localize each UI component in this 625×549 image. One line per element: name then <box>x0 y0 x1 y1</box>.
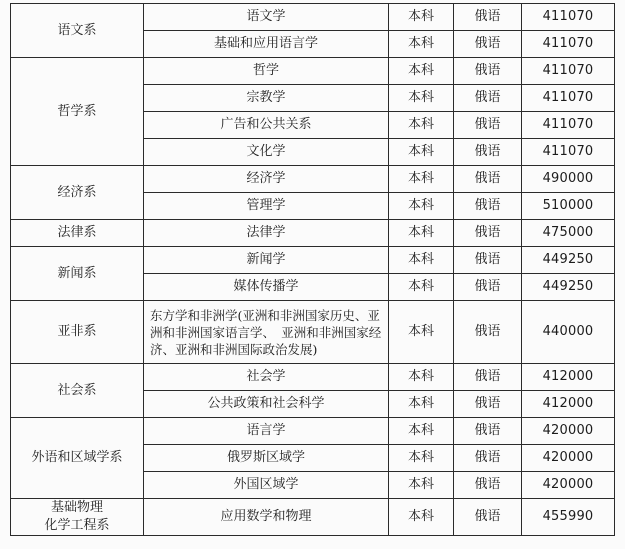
table-row <box>11 301 615 364</box>
table-row <box>11 4 615 31</box>
major-name-cell: 新闻学 <box>144 247 389 274</box>
degree-level-cell: 本科 <box>389 391 454 418</box>
tuition-cell: 420000 <box>522 445 615 472</box>
degree-level-cell: 本科 <box>389 4 454 31</box>
major-name-cell: 应用数学和物理 <box>144 499 389 536</box>
table-row <box>11 58 615 85</box>
degree-level-cell: 本科 <box>389 274 454 301</box>
department-cell: 基础物理 化学工程系 <box>11 499 144 536</box>
language-cell: 俄语 <box>454 139 522 166</box>
department-cell: 法律系 <box>11 220 144 247</box>
tuition-cell: 449250 <box>522 247 615 274</box>
language-cell: 俄语 <box>454 445 522 472</box>
major-name-cell: 经济学 <box>144 166 389 193</box>
language-cell: 俄语 <box>454 301 522 364</box>
tuition-cell: 411070 <box>522 139 615 166</box>
department-cell: 哲学系 <box>11 58 144 166</box>
top-cutoff-band <box>0 0 625 3</box>
major-name-cell: 宗教学 <box>144 85 389 112</box>
language-cell: 俄语 <box>454 499 522 536</box>
major-name-cell: 俄罗斯区域学 <box>144 445 389 472</box>
department-cell: 外语和区域学系 <box>11 418 144 499</box>
language-cell: 俄语 <box>454 193 522 220</box>
major-name-cell: 基础和应用语言学 <box>144 31 389 58</box>
tuition-cell: 411070 <box>522 31 615 58</box>
major-name-cell: 社会学 <box>144 364 389 391</box>
language-cell: 俄语 <box>454 364 522 391</box>
tuition-cell: 411070 <box>522 58 615 85</box>
tuition-cell: 440000 <box>522 301 615 364</box>
tuition-cell: 455990 <box>522 499 615 536</box>
department-cell: 新闻系 <box>11 247 144 301</box>
language-cell: 俄语 <box>454 166 522 193</box>
program-table-body <box>11 4 615 536</box>
degree-level-cell: 本科 <box>389 58 454 85</box>
department-cell: 社会系 <box>11 364 144 418</box>
language-cell: 俄语 <box>454 31 522 58</box>
table-row <box>11 166 615 193</box>
degree-level-cell: 本科 <box>389 193 454 220</box>
department-cell: 语文系 <box>11 4 144 58</box>
degree-level-cell: 本科 <box>389 247 454 274</box>
major-name-cell: 东方学和非洲学(亚洲和非洲国家历史、亚洲和非洲国家语言学、 亚洲和非洲国家经济、亚洲和非洲国际政治发展) <box>144 301 389 364</box>
degree-level-cell: 本科 <box>389 364 454 391</box>
degree-level-cell: 本科 <box>389 31 454 58</box>
table-row <box>11 364 615 391</box>
degree-level-cell: 本科 <box>389 301 454 364</box>
tuition-cell: 420000 <box>522 472 615 499</box>
tuition-cell: 420000 <box>522 418 615 445</box>
major-name-cell: 文化学 <box>144 139 389 166</box>
tuition-cell: 412000 <box>522 364 615 391</box>
degree-level-cell: 本科 <box>389 499 454 536</box>
degree-level-cell: 本科 <box>389 220 454 247</box>
major-name-cell: 管理学 <box>144 193 389 220</box>
language-cell: 俄语 <box>454 247 522 274</box>
language-cell: 俄语 <box>454 85 522 112</box>
major-name-cell: 语文学 <box>144 4 389 31</box>
degree-level-cell: 本科 <box>389 166 454 193</box>
tuition-cell: 411070 <box>522 85 615 112</box>
language-cell: 俄语 <box>454 220 522 247</box>
language-cell: 俄语 <box>454 112 522 139</box>
table-row <box>11 220 615 247</box>
language-cell: 俄语 <box>454 4 522 31</box>
language-cell: 俄语 <box>454 472 522 499</box>
table-row <box>11 247 615 274</box>
major-name-cell: 哲学 <box>144 58 389 85</box>
degree-level-cell: 本科 <box>389 445 454 472</box>
table-row <box>11 418 615 445</box>
degree-level-cell: 本科 <box>389 418 454 445</box>
program-table <box>10 3 615 536</box>
tuition-cell: 510000 <box>522 193 615 220</box>
tuition-cell: 475000 <box>522 220 615 247</box>
tuition-cell: 411070 <box>522 112 615 139</box>
language-cell: 俄语 <box>454 274 522 301</box>
major-name-cell: 语言学 <box>144 418 389 445</box>
major-name-cell: 公共政策和社会科学 <box>144 391 389 418</box>
major-name-cell: 法律学 <box>144 220 389 247</box>
language-cell: 俄语 <box>454 418 522 445</box>
degree-level-cell: 本科 <box>389 472 454 499</box>
tuition-cell: 411070 <box>522 4 615 31</box>
tuition-cell: 490000 <box>522 166 615 193</box>
language-cell: 俄语 <box>454 391 522 418</box>
degree-level-cell: 本科 <box>389 139 454 166</box>
major-name-cell: 外国区域学 <box>144 472 389 499</box>
tuition-cell: 449250 <box>522 274 615 301</box>
department-cell: 亚非系 <box>11 301 144 364</box>
major-name-cell: 广告和公共关系 <box>144 112 389 139</box>
language-cell: 俄语 <box>454 58 522 85</box>
degree-level-cell: 本科 <box>389 112 454 139</box>
degree-level-cell: 本科 <box>389 85 454 112</box>
table-row <box>11 499 615 536</box>
department-cell: 经济系 <box>11 166 144 220</box>
tuition-cell: 412000 <box>522 391 615 418</box>
major-name-cell: 媒体传播学 <box>144 274 389 301</box>
